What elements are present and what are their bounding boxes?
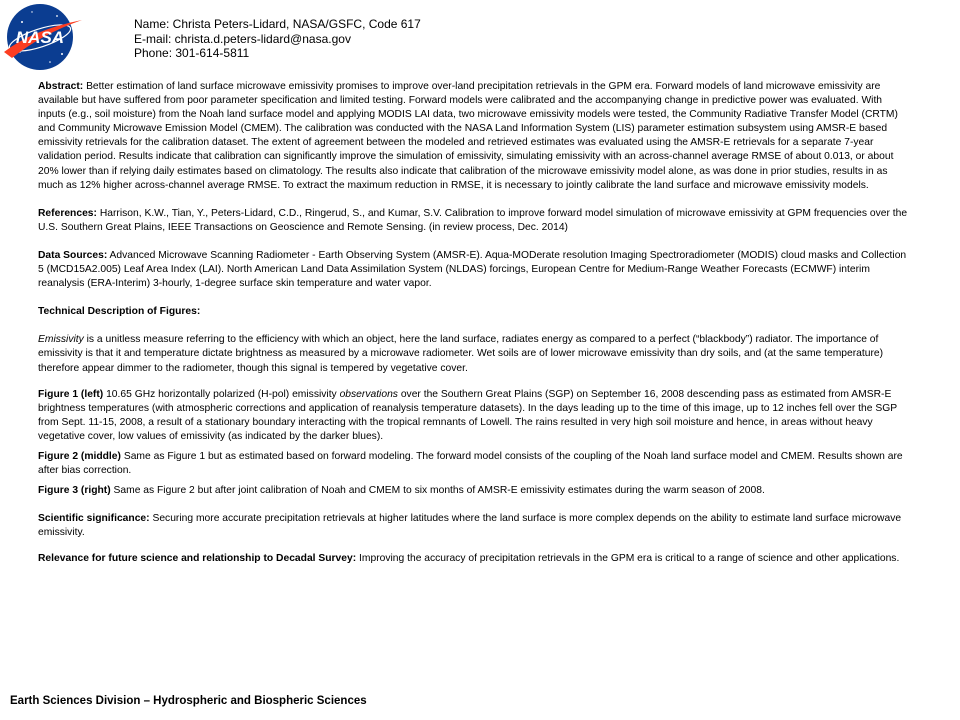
relevance-text: Improving the accuracy of precipitation retrievals in the GPM era is critical to a range of science and other applications. <box>356 553 900 565</box>
emissivity-term: Emissivity <box>38 334 84 346</box>
data-sources-text: Advanced Microwave Scanning Radiometer - Earth Observing System (AMSR-E). Aqua-MODerate resolution Imaging Spectroradiometer (MODIS) cloud masks and Collection 5 (MCD15A2.005) Leaf Area Index (LAI). North American Land Data Assimilation System (NLDAS) forcings, European Centre for Medium-Range Weather Forecasts (ECMWF) interim reanalysis (ERA-Interim) 3-hourly, 1-degree surface skin temperature and water vapor. <box>38 249 907 290</box>
nasa-logo <box>2 2 86 72</box>
contact-name: Name: Christa Peters-Lidard, NASA/GSFC, Code 617 <box>134 17 421 31</box>
data-sources-paragraph <box>38 249 912 291</box>
abstract-label: Abstract: <box>38 81 84 92</box>
figure2-paragraph <box>38 450 912 478</box>
abstract-text: Better estimation of land surface microwave emissivity promises to improve over-land precipitation retrievals in the GPM era. Forward models of land microwave emissivity are available but have suffered from poor parameter specification and limited testing. Forward models were calibrated and the accompanying change in predictive power was evaluated. With inputs (e.g., soil moisture) from the Noah land surface model and applying MODIS LAI data, two microwave emissivity models were tested, the Community Radiative Transfer Model (CRTM) and Community Microwave Emission Model (CMEM). The calibration was conducted with the NASA Land Information System (LIS) parameter estimation subsystem using AMSR-E based emissivity retrievals for the calibration dataset. The extent of agreement between the modeled and retrieved estimates was evaluated using the AMSR-E retrievals for a separate 7-year validation period. Results indicate that calibration can significantly improve the simulation of emissivity, simulating emissivity with an across-channel average RMSE of about 0.013, or about 20% lower than if relying daily estimates based on climatology. The results also indicate that calibration of the microwave emissivity model alone, as was done in prior studies, results in as much as 12% higher across-channel average RMSE. To extract the maximum reduction in RMSE, it is necessary to jointly calibrate the land surface and microwave emissivity models. <box>38 81 898 191</box>
logo-text: NASA <box>15 28 65 47</box>
division-footer: Earth Sciences Division – Hydrospheric and Biospheric Sciences <box>10 695 367 707</box>
figure2-text: Same as Figure 1 but as estimated based on forward modeling. The forward model consists of the coupling of the Noah land surface model and CMEM. Results shown are after bias correction. <box>38 450 903 477</box>
contact-block <box>134 17 421 61</box>
references-text: Harrison, K.W., Tian, Y., Peters-Lidard, C.D., Ringerud, S., and Kumar, S.V. Calibration to improve forward model simulation of microwave emissivity at GPM frequencies over the U.S. Southern Great Plains, IEEE Transactions on Geoscience and Remote Sensing. (in review process, Dec. 2014) <box>38 207 908 233</box>
contact-phone: Phone: 301-614-5811 <box>134 46 250 61</box>
significance-text: Securing more accurate precipitation retrievals at higher latitudes where the land surface is more complex depends on the ability to estimate land surface microwave emissivity. <box>38 513 902 539</box>
figure1-text-b: over the Southern Great Plains (SGP) on September 16, 2008 descending pass as estimated from AMSR-E brightness temperatures (with atmospheric corrections and application of reanalysis temperature datasets). In the days leading up to the time of this image, up to 12 inches fell over the SGP from Sept. 11-15, 2008, a result of a stationary boundary interacting with the tropical remnants of Lowell. The rains resulted in very high soil moisture and hence, in areas without heavy vegetative cover, low values of emissivity (as indicated by the darker blues). <box>38 388 897 442</box>
figure1-paragraph <box>38 388 912 444</box>
relevance-label: Relevance for future science and relationship to Decadal Survey: <box>38 553 357 565</box>
emissivity-paragraph <box>38 333 912 375</box>
data-sources-label: Data Sources: <box>38 249 108 261</box>
figure3-paragraph <box>38 484 912 498</box>
figure2-label: Figure 2 (middle) <box>38 450 121 462</box>
emissivity-text: is a unitless measure referring to the efficiency with which an object, here the land surface, radiates energy as compared to a perfect (“blackbody”) radiator. The importance of emissivity is that it and temperature dictate brightness as measured by a microwave radiometer. Wet soils are of lower microwave emissivity than dry soils, and (at the same temperature) therefore appear dimmer to the radiometer, though this signal is tempered by vegetative cover. <box>38 334 884 374</box>
references-label: References: <box>38 207 97 219</box>
figure1-italic: observations <box>339 388 398 400</box>
contact-email: E-mail: christa.d.peters-lidard@nasa.gov <box>134 31 351 46</box>
relevance-paragraph <box>38 552 912 566</box>
figure3-text: Same as Figure 2 but after joint calibration of Noah and CMEM to six months of AMSR-E emissivity estimates during the warm season of 2008. <box>110 485 765 497</box>
figure1-label: Figure 1 (left) <box>38 388 104 400</box>
significance-paragraph <box>38 512 912 540</box>
figure3-label: Figure 3 (right) <box>38 485 111 497</box>
abstract-paragraph <box>38 80 912 193</box>
summary-body <box>38 80 912 567</box>
references-paragraph <box>38 207 912 235</box>
significance-label: Scientific significance: <box>38 513 150 525</box>
figure1-text-a: 10.65 GHz horizontally polarized (H-pol) emissivity <box>103 388 340 400</box>
technical-heading: Technical Description of Figures: <box>38 306 201 318</box>
